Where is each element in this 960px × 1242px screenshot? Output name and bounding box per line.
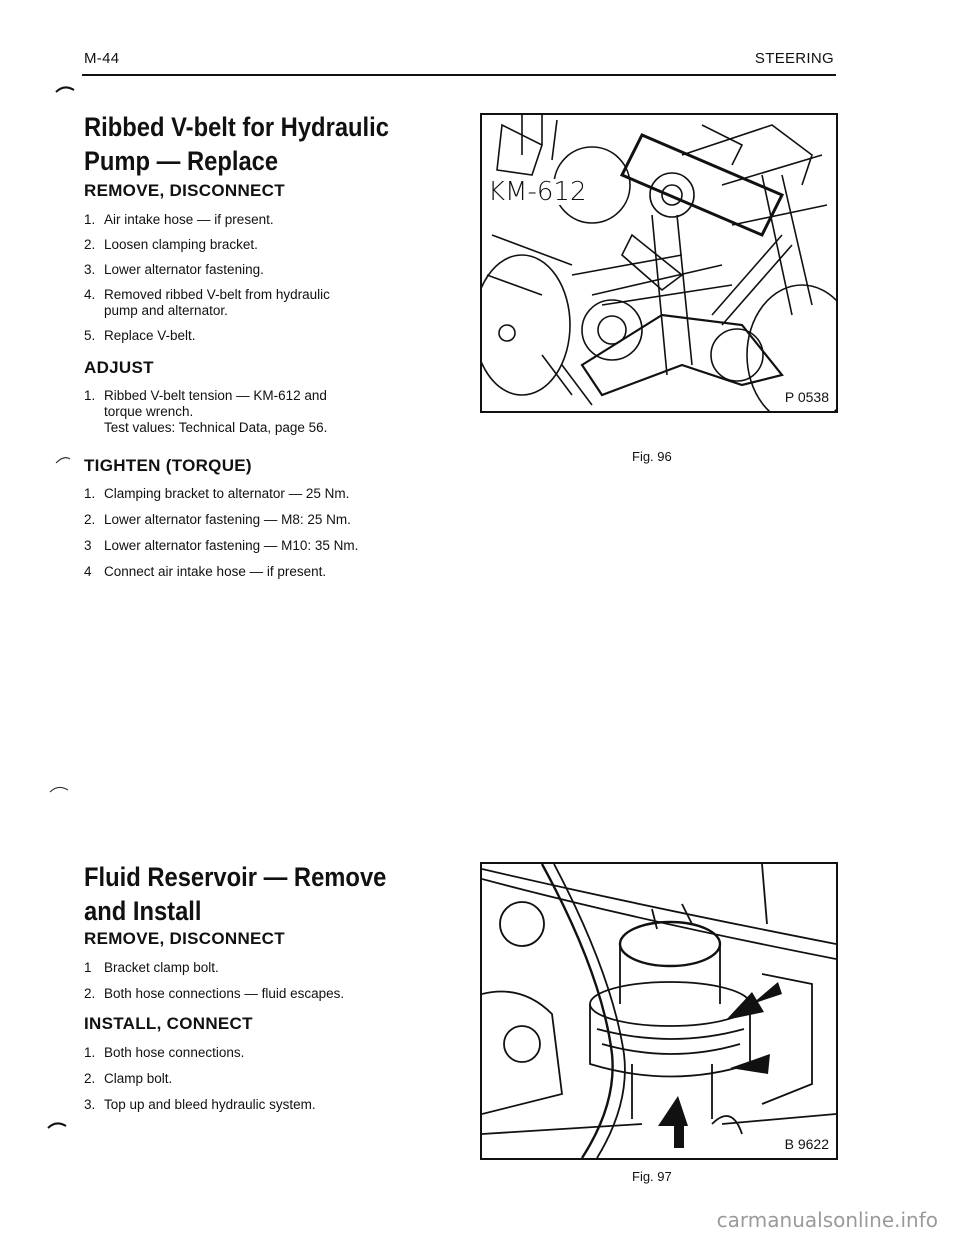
list-item — [84, 328, 414, 344]
step-text: Lower alternator fastening. — [104, 262, 264, 277]
margin-mark — [48, 784, 70, 794]
page-number: M-44 — [84, 50, 120, 67]
section-title — [84, 860, 386, 928]
tool-label: KM-612 — [488, 177, 587, 207]
figure-code: P 0538 — [782, 389, 832, 405]
step-text: Bracket clamp bolt. — [104, 960, 219, 975]
install-steps — [84, 1045, 424, 1122]
step-text: Lower alternator fastening — M10: 35 Nm. — [104, 538, 359, 553]
list-item — [84, 212, 414, 228]
section-title — [84, 110, 389, 178]
subheading-install: INSTALL, CONNECT — [84, 1014, 253, 1033]
tighten-steps — [84, 486, 424, 589]
section-name: STEERING — [754, 50, 834, 67]
step-text: Clamp bolt. — [104, 1071, 173, 1086]
step-text: Removed ribbed V-belt from hydraulic — [104, 287, 330, 302]
fluid-reservoir-illustration — [482, 864, 836, 1158]
step-text: Connect air intake hose — if present. — [104, 564, 327, 579]
step-text: pump and alternator. — [104, 303, 228, 318]
watermark: carmanualsonline.info — [716, 1208, 938, 1232]
list-item — [84, 1071, 424, 1087]
figure-96 — [480, 113, 838, 413]
figure-caption: Fig. 97 — [632, 1169, 672, 1184]
list-item — [84, 1045, 424, 1061]
step-number: 5. — [84, 328, 96, 343]
step-text: Test values: Technical Data, page 56. — [104, 420, 328, 435]
step-text: Top up and bleed hydraulic system. — [104, 1097, 316, 1112]
engine-belt-illustration — [482, 115, 836, 411]
remove-steps — [84, 960, 424, 1011]
remove-steps — [84, 212, 414, 353]
adjust-steps — [84, 388, 414, 445]
list-item — [84, 262, 414, 278]
step-number: 2. — [84, 986, 96, 1001]
subheading-adjust: ADJUST — [84, 358, 154, 377]
figure-97 — [480, 862, 838, 1160]
title-line: and Install — [84, 896, 202, 926]
title-line: Fluid Reservoir — Remove — [84, 862, 387, 892]
step-number: 4. — [84, 287, 96, 302]
list-item — [84, 986, 424, 1002]
list-item — [84, 486, 424, 502]
step-text: Replace V-belt. — [104, 328, 196, 343]
margin-mark — [54, 455, 76, 465]
step-number: 3 — [84, 538, 92, 553]
list-item — [84, 564, 424, 580]
figure-code: B 9622 — [782, 1136, 832, 1152]
subheading-remove: REMOVE, DISCONNECT — [84, 929, 285, 948]
step-number: 4 — [84, 564, 92, 579]
list-item — [84, 512, 424, 528]
margin-mark — [54, 84, 76, 94]
header-rule — [82, 74, 836, 76]
list-item — [84, 287, 414, 319]
list-item — [84, 538, 424, 554]
list-item — [84, 1097, 424, 1113]
step-number: 2. — [84, 237, 96, 252]
subheading-tighten: TIGHTEN (TORQUE) — [84, 456, 252, 475]
step-number: 1 — [84, 960, 92, 975]
list-item — [84, 237, 414, 253]
step-text: Lower alternator fastening — M8: 25 Nm. — [104, 512, 351, 527]
step-text: torque wrench. — [104, 404, 194, 419]
step-number: 2. — [84, 512, 96, 527]
margin-mark — [46, 1120, 68, 1130]
step-text: Loosen clamping bracket. — [104, 237, 258, 252]
step-number: 3. — [84, 262, 96, 277]
step-text: Clamping bracket to alternator — 25 Nm. — [104, 486, 350, 501]
list-item — [84, 960, 424, 976]
list-item — [84, 388, 414, 436]
step-number: 1. — [84, 388, 96, 403]
title-line: Pump — Replace — [84, 146, 279, 176]
step-number: 2. — [84, 1071, 96, 1086]
step-number: 1. — [84, 1045, 96, 1060]
step-text: Ribbed V-belt tension — KM-612 and — [104, 388, 327, 403]
step-text: Both hose connections — fluid escapes. — [104, 986, 345, 1001]
title-line: Ribbed V-belt for Hydraulic — [84, 112, 389, 142]
step-text: Air intake hose — if present. — [104, 212, 274, 227]
step-number: 3. — [84, 1097, 96, 1112]
figure-caption: Fig. 96 — [632, 449, 672, 464]
step-number: 1. — [84, 212, 96, 227]
step-number: 1. — [84, 486, 96, 501]
subheading-remove: REMOVE, DISCONNECT — [84, 181, 285, 200]
step-text: Both hose connections. — [104, 1045, 245, 1060]
